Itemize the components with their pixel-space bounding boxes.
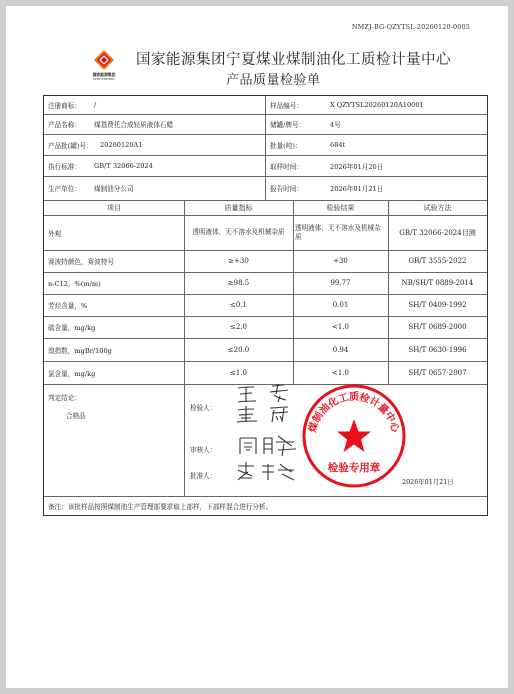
info-value: 2026年01月20日 — [330, 162, 384, 171]
header-method: 试验方法 — [423, 203, 452, 212]
row-item: 赛波特颜色，赛波特号 — [48, 258, 114, 266]
info-label: 产品名称： — [48, 121, 81, 129]
info-label: 产品批(罐)号： — [48, 141, 93, 150]
document-code: NMZJ-BG-QZYTSL-20260120-0005 — [351, 23, 470, 31]
info-label: 报告时间： — [270, 185, 303, 193]
info-row — [44, 155, 487, 177]
info-label: 执行标准： — [48, 162, 81, 171]
info-value: / — [94, 101, 97, 109]
stamp-ring-text: 煤制油化工质检计量中心 — [307, 392, 401, 434]
row-item: n-C12，%(m/m) — [48, 280, 101, 288]
row-spec: ≤20.0 — [227, 345, 250, 354]
stamp-star-icon — [337, 419, 371, 452]
report-date: 2026年01月21日 — [402, 478, 454, 486]
info-value: 煤制油分公司 — [94, 185, 134, 193]
row-method: GB/T 32066-2024目测 — [399, 228, 476, 237]
row-spec: ≤1.0 — [230, 368, 247, 377]
row-result: 0.01 — [332, 301, 349, 309]
row-item: 氯含量，mg/kg — [48, 369, 96, 378]
logo-cn-text: 国家能源集团 — [92, 72, 116, 77]
info-row — [44, 176, 487, 201]
company-logo — [84, 48, 124, 84]
row-item: 外观 — [48, 229, 62, 238]
info-label: 储罐/牌号： — [270, 121, 306, 129]
table-row — [44, 272, 487, 295]
row-spec: ≥98.5 — [227, 279, 250, 287]
row-item: 芳烃含量，% — [48, 302, 88, 310]
center-title: 国家能源集团宁夏煤业煤制油化工质检计量中心 — [136, 52, 451, 68]
conclusion-label: 判定结论： — [48, 394, 81, 402]
header-item: 项目 — [107, 203, 121, 212]
official-stamp — [299, 381, 409, 491]
row-method: NB/SH/T 0889-2014 — [401, 279, 474, 287]
logo-en-text: CHN ENERGY — [92, 77, 116, 81]
inspection-table — [43, 95, 488, 516]
row-method: SH/T 0630-1996 — [408, 345, 467, 354]
row-result: <1.0 — [332, 323, 349, 331]
row-method: GB/T 3555-2022 — [408, 257, 467, 265]
info-row — [44, 96, 487, 115]
row-item: 硫含量，mg/kg — [48, 324, 96, 332]
row-result: <1.0 — [332, 368, 349, 377]
report-sheet — [6, 6, 508, 688]
header-spec: 质量指标 — [224, 203, 253, 212]
stamp-bottom-text: 检验专用章 — [327, 462, 381, 474]
row-result: 0.94 — [332, 345, 349, 354]
row-method: SH/T 0689-2000 — [408, 323, 467, 331]
report-header — [56, 42, 476, 90]
row-spec: ≤0.1 — [230, 301, 247, 309]
info-row — [44, 134, 487, 156]
info-row — [44, 114, 487, 135]
info-label: 生产单位： — [48, 185, 81, 193]
table-row — [44, 316, 487, 339]
header-result: 检验结果 — [326, 203, 355, 212]
table-row — [44, 215, 487, 251]
row-result: 透明液体，无不溶水及机械杂质 — [295, 223, 381, 241]
row-result: +30 — [333, 257, 348, 265]
conclusion-value: 合格品 — [66, 412, 86, 420]
report-title: 产品质量检验单 — [226, 73, 321, 88]
remark-text: 备注：该批样品按照煤制油生产管理部要求取上部样，下部样混合进行分析。 — [48, 502, 273, 511]
info-value: 20260120A1 — [100, 140, 143, 149]
table-row — [44, 338, 487, 362]
info-value: X QZYTSL20260120A10001 — [330, 101, 424, 109]
table-row — [44, 294, 487, 317]
info-value: 4号 — [330, 121, 341, 129]
info-label: 注册商标： — [48, 102, 81, 110]
approver-label: 批准人： — [190, 472, 217, 480]
info-value: 2026年01月21日 — [330, 185, 384, 193]
info-value: 煤基费托合成轻质液体石蜡 — [94, 121, 174, 129]
row-spec: 透明液体，无不溶水及机械杂质 — [192, 228, 285, 236]
row-method: SH/T 0657-2007 — [408, 368, 467, 377]
row-spec: ≤2.0 — [230, 323, 247, 331]
remark-row — [44, 496, 487, 515]
table-row — [44, 250, 487, 273]
info-value: GB/T 32066-2024 — [94, 161, 153, 170]
row-item: 溴指数，mgBr/100g — [48, 346, 112, 355]
chn-energy-logo-icon — [90, 48, 118, 72]
row-spec: ≥+30 — [228, 257, 249, 265]
info-label: 样品编号： — [270, 102, 303, 110]
info-label: 取样时间： — [270, 162, 303, 171]
row-result: 99.77 — [330, 279, 351, 287]
row-method: SH/T 0409-1992 — [408, 301, 467, 309]
info-label: 批量(吨)： — [270, 141, 302, 150]
inspector-label: 检验人： — [190, 404, 217, 412]
conclusion-block — [44, 384, 487, 497]
reviewer-label: 审核人： — [190, 446, 217, 454]
info-value: 684t — [330, 140, 346, 149]
table-header-row — [44, 200, 487, 216]
